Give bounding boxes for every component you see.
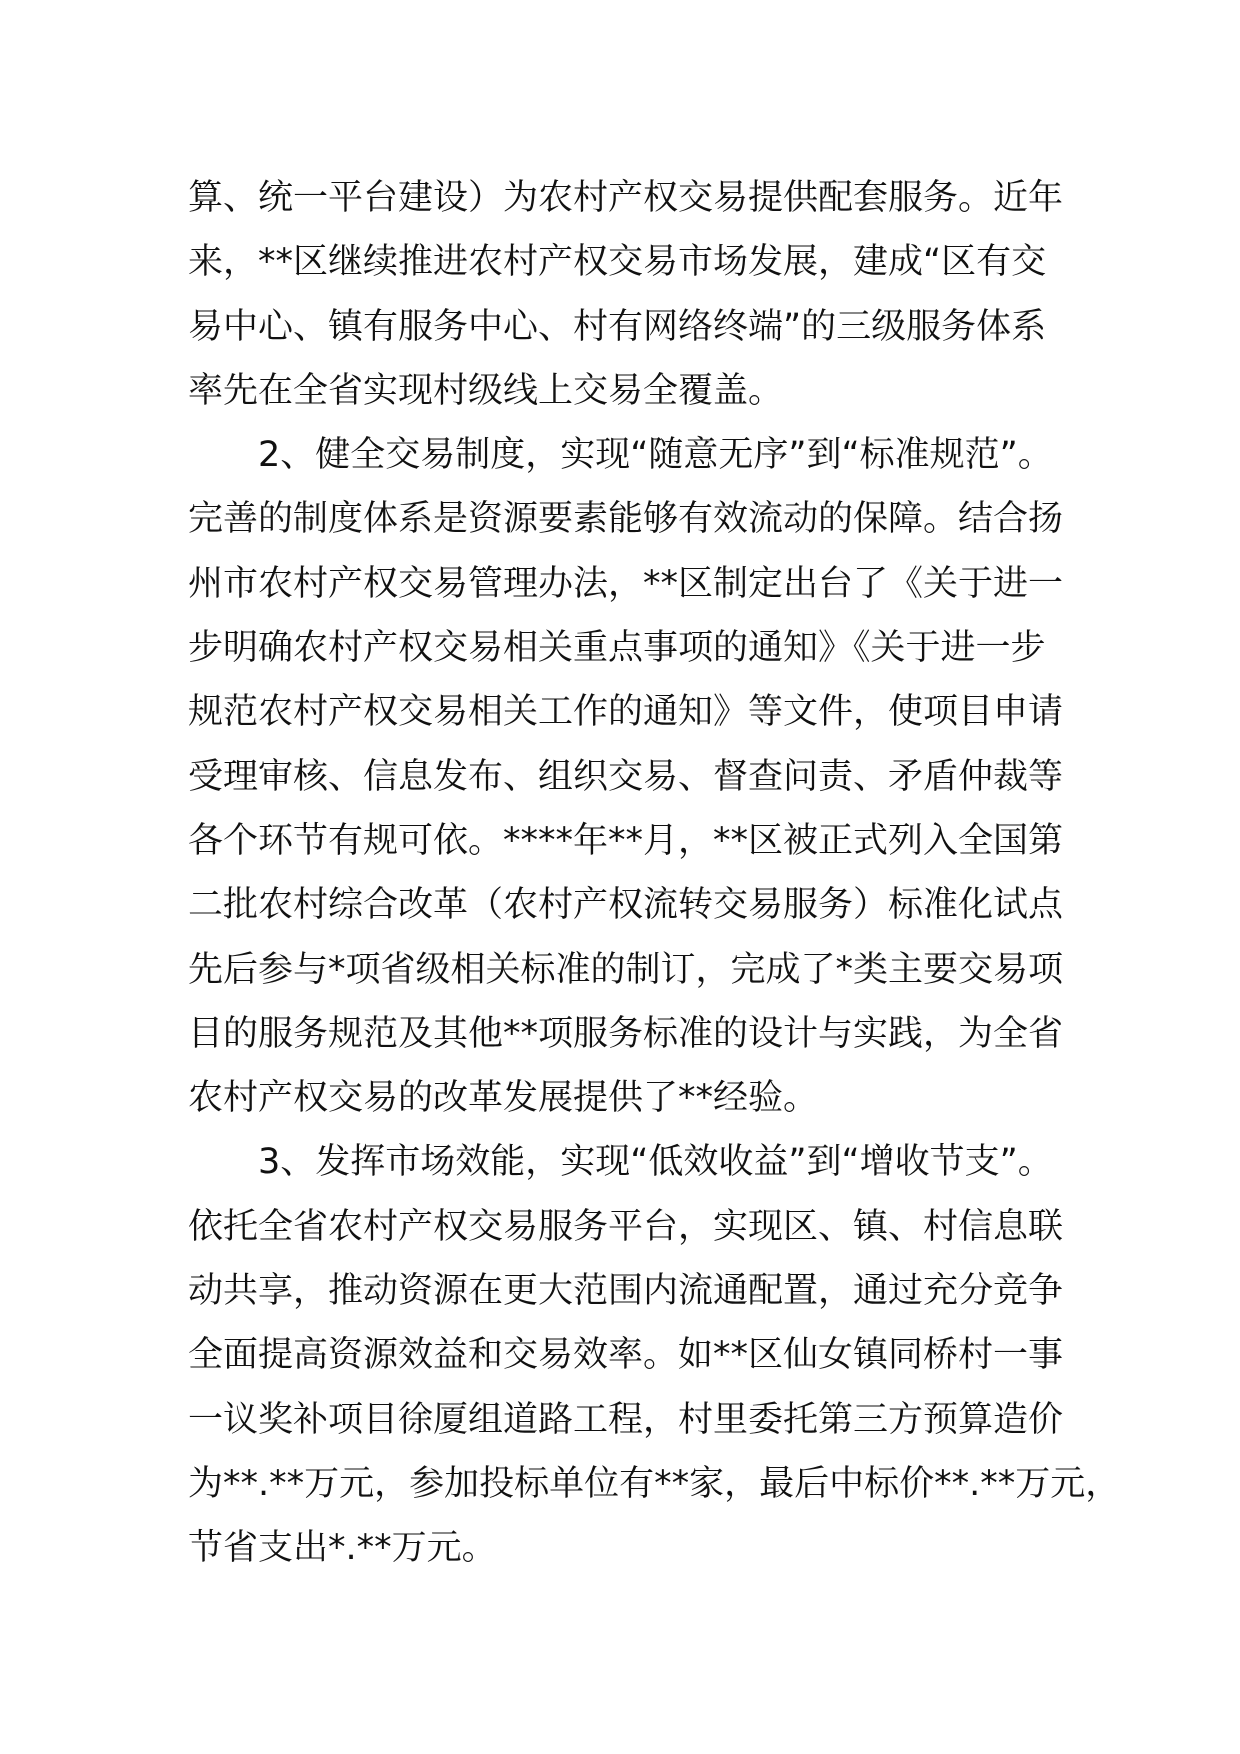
paragraph-heading-2: 2、健全交易制度，实现“随意无序”到“标准规范”。 (258, 435, 1053, 476)
text-line: 农村产权交易的改革发展提供了**经验。 (188, 1078, 819, 1119)
document-body (188, 166, 1121, 1581)
text-line: 州市农村产权交易管理办法，**区制定出台了《关于进一 (188, 563, 1064, 604)
text-line: 动共享，推动资源在更大范围内流通配置，通过充分竞争 (188, 1271, 1064, 1312)
text-line: 目的服务规范及其他**项服务标准的设计与实践，为全省 (188, 1013, 1064, 1054)
text-line: 为**.**万元，参加投标单位有**家，最后中标价**.**万元， (188, 1463, 1121, 1504)
text-line: 一议奖补项目徐厦组道路工程，村里委托第三方预算造价 (188, 1399, 1064, 1440)
text-line: 步明确农村产权交易相关重点事项的通知》《关于进一步 (188, 628, 1046, 669)
text-line: 完善的制度体系是资源要素能够有效流动的保障。结合扬 (188, 499, 1064, 540)
text-line: 率先在全省实现村级线上交易全覆盖。 (188, 370, 784, 411)
text-line: 全面提高资源效益和交易效率。如**区仙女镇同桥村一事 (188, 1335, 1064, 1376)
text-line: 受理审核、信息发布、组织交易、督查问责、矛盾仲裁等 (188, 756, 1064, 797)
text-line: 来，**区继续推进农村产权交易市场发展，建成“区有交 (188, 242, 1047, 283)
text-line: 易中心、镇有服务中心、村有网络终端”的三级服务体系 (188, 306, 1047, 347)
paragraph-heading-3: 3、发挥市场效能，实现“低效收益”到“增收节支”。 (258, 1142, 1053, 1183)
text-line: 算、统一平台建设）为农村产权交易提供配套服务。近年 (188, 178, 1064, 218)
text-line: 先后参与*项省级相关标准的制订，完成了*类主要交易项 (188, 949, 1064, 990)
text-line: 依托全省农村产权交易服务平台，实现区、镇、村信息联 (188, 1206, 1064, 1247)
text-line: 二批农村综合改革（农村产权流转交易服务）标准化试点 (188, 885, 1064, 926)
text-line: 规范农村产权交易相关工作的通知》等文件，使项目申请 (188, 692, 1064, 733)
text-line: 节省支出*.**万元。 (188, 1528, 497, 1569)
text-line: 各个环节有规可依。****年**月，**区被正式列入全国第 (188, 820, 1064, 861)
